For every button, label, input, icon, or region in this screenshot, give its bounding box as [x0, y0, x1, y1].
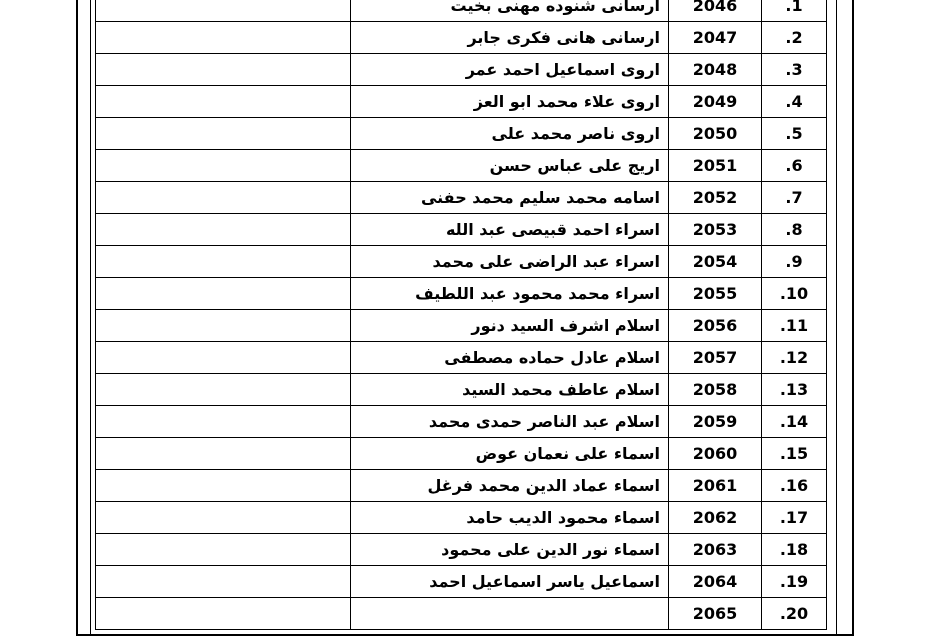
student-name-cell: اسماء على نعمان عوض	[351, 438, 669, 470]
blank-cell	[96, 374, 351, 406]
student-code-cell: 2065	[669, 598, 762, 630]
table-row	[96, 214, 827, 246]
blank-cell	[96, 310, 351, 342]
student-code-cell: 2053	[669, 214, 762, 246]
student-name-cell: اسلام عادل حماده مصطفى	[351, 342, 669, 374]
roster-body	[96, 0, 827, 630]
row-number-cell: 10.	[762, 278, 827, 310]
table-row	[96, 534, 827, 566]
student-code-cell: 2050	[669, 118, 762, 150]
blank-cell	[96, 598, 351, 630]
blank-cell	[96, 342, 351, 374]
table-row	[96, 502, 827, 534]
row-number-cell: 18.	[762, 534, 827, 566]
blank-cell	[96, 502, 351, 534]
student-name-cell: اسماء عماد الدين محمد فرغل	[351, 470, 669, 502]
table-row	[96, 118, 827, 150]
blank-cell	[96, 182, 351, 214]
student-name-cell: اروى ناصر محمد على	[351, 118, 669, 150]
table-row	[96, 182, 827, 214]
student-name-cell: اسلام اشرف السيد دنور	[351, 310, 669, 342]
row-number-cell: 20.	[762, 598, 827, 630]
student-code-cell: 2047	[669, 22, 762, 54]
table-row	[96, 406, 827, 438]
student-name-cell: ارسانى هانى فكرى جابر	[351, 22, 669, 54]
student-code-cell: 2061	[669, 470, 762, 502]
row-number-cell: 4.	[762, 86, 827, 118]
student-name-cell: اسراء احمد قبيصى عبد الله	[351, 214, 669, 246]
blank-cell	[96, 86, 351, 118]
blank-cell	[96, 278, 351, 310]
table-row	[96, 86, 827, 118]
blank-cell	[96, 438, 351, 470]
student-code-cell: 2056	[669, 310, 762, 342]
student-name-cell: اروى علاء محمد ابو العز	[351, 86, 669, 118]
table-row	[96, 54, 827, 86]
row-number-cell: 14.	[762, 406, 827, 438]
row-number-cell: 16.	[762, 470, 827, 502]
student-name-cell: اسامه محمد سليم محمد حفنى	[351, 182, 669, 214]
row-number-cell: 1.	[762, 0, 827, 22]
table-row	[96, 438, 827, 470]
student-roster-table	[95, 0, 827, 630]
row-number-cell: 8.	[762, 214, 827, 246]
student-name-cell: اسماعيل ياسر اسماعيل احمد	[351, 566, 669, 598]
blank-cell	[96, 150, 351, 182]
student-code-cell: 2060	[669, 438, 762, 470]
blank-cell	[96, 566, 351, 598]
student-code-cell: 2063	[669, 534, 762, 566]
blank-cell	[96, 214, 351, 246]
row-number-cell: 2.	[762, 22, 827, 54]
student-name-cell: اسلام عاطف محمد السيد	[351, 374, 669, 406]
student-code-cell: 2057	[669, 342, 762, 374]
blank-cell	[96, 54, 351, 86]
student-name-cell: اريج على عباس حسن	[351, 150, 669, 182]
blank-cell	[96, 0, 351, 22]
row-number-cell: 17.	[762, 502, 827, 534]
student-code-cell: 2064	[669, 566, 762, 598]
blank-cell	[96, 22, 351, 54]
student-name-cell: اروى اسماعيل احمد عمر	[351, 54, 669, 86]
blank-cell	[96, 534, 351, 566]
table-row	[96, 0, 827, 22]
student-name-cell: اسراء عبد الراضى على محمد	[351, 246, 669, 278]
table-row	[96, 566, 827, 598]
blank-cell	[96, 470, 351, 502]
row-number-cell: 7.	[762, 182, 827, 214]
student-code-cell: 2054	[669, 246, 762, 278]
blank-cell	[96, 406, 351, 438]
table-row	[96, 342, 827, 374]
student-name-cell: اسماء محمود الديب حامد	[351, 502, 669, 534]
table-row	[96, 374, 827, 406]
student-code-cell: 2048	[669, 54, 762, 86]
student-name-cell: اسلام عبد الناصر حمدى محمد	[351, 406, 669, 438]
row-number-cell: 12.	[762, 342, 827, 374]
table-row	[96, 246, 827, 278]
blank-cell	[96, 246, 351, 278]
table-row	[96, 278, 827, 310]
student-code-cell: 2062	[669, 502, 762, 534]
row-number-cell: 5.	[762, 118, 827, 150]
student-code-cell: 2051	[669, 150, 762, 182]
row-number-cell: 15.	[762, 438, 827, 470]
table-row	[96, 310, 827, 342]
student-code-cell: 2059	[669, 406, 762, 438]
student-code-cell: 2046	[669, 0, 762, 22]
table-row	[96, 22, 827, 54]
row-number-cell: 3.	[762, 54, 827, 86]
student-name-cell: ارسانى شنوده مهنى بخيت	[351, 0, 669, 22]
row-number-cell: 6.	[762, 150, 827, 182]
row-number-cell: 19.	[762, 566, 827, 598]
student-code-cell: 2049	[669, 86, 762, 118]
student-code-cell: 2055	[669, 278, 762, 310]
student-code-cell: 2052	[669, 182, 762, 214]
row-number-cell: 13.	[762, 374, 827, 406]
row-number-cell: 11.	[762, 310, 827, 342]
table-row	[96, 470, 827, 502]
table-row	[96, 598, 827, 630]
student-name-cell: اسراء محمد محمود عبد اللطيف	[351, 278, 669, 310]
table-row	[96, 150, 827, 182]
student-code-cell: 2058	[669, 374, 762, 406]
student-name-cell: اسماء نور الدين على محمود	[351, 534, 669, 566]
row-number-cell: 9.	[762, 246, 827, 278]
student-name-cell	[351, 598, 669, 630]
blank-cell	[96, 118, 351, 150]
